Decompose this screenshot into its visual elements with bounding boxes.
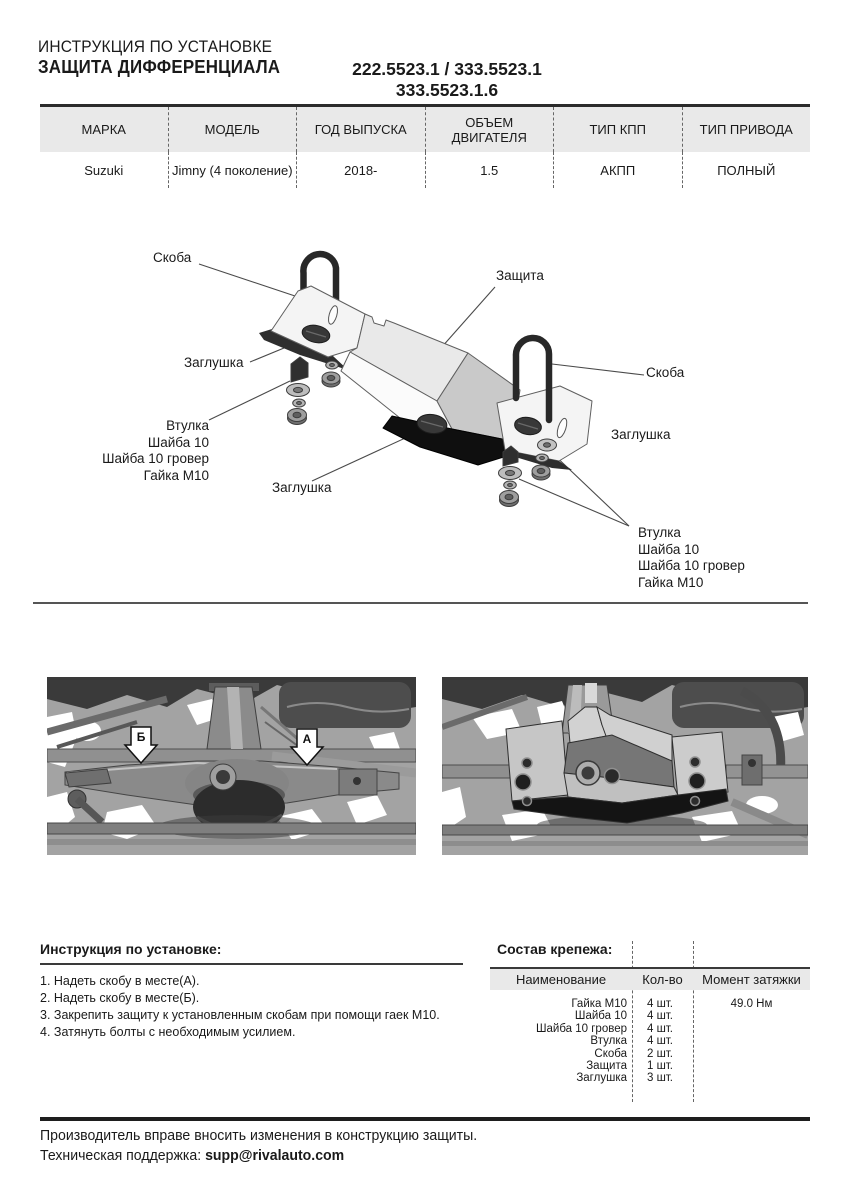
fastener-header-torque: Момент затяжки [702,972,801,987]
fastener-header-qty: Кол-во [642,972,683,987]
vehicle-spec-table [40,104,810,188]
cell-marka: Suzuki [84,163,124,178]
fastener-rows [490,998,810,1085]
instructions-title: Инструкция по установке: [40,941,222,957]
cell-year: 2018- [296,152,425,188]
table-row: Втулка 4 шт. [590,1035,673,1048]
cell-engine: 1.5 [425,152,554,188]
label-skoba-left: Скоба [153,250,192,265]
vehicle-header-cell [682,107,811,152]
product-name: ЗАЩИТА ДИФФЕРЕНЦИАЛА [38,57,281,77]
vehicle-table-data-row [40,152,810,188]
table-row: Заглушка 3 шт. [576,1072,673,1085]
vehicle-table-header-row [40,107,810,152]
vehicle-header-cell [40,107,168,152]
label-shayba10-grover: Шайба 10 гровер [638,558,745,573]
table-row: Скоба 2 шт. [594,1047,673,1060]
label-zashchita: Защита [496,268,544,283]
header-gearbox: ТИП КПП [589,122,646,137]
document-title: ИНСТРУКЦИЯ ПО УСТАНОВКЕ [38,38,273,56]
support-label: Техническая поддержка: [40,1147,206,1164]
instruction-step: 4. Затянуть болты с необходимым усилием. [40,1025,296,1039]
cell-drive: ПОЛНЫЙ [682,152,811,188]
label-zaglushka-right: Заглушка [611,427,671,442]
label-shayba10-grover: Шайба 10 гровер [102,451,209,466]
label-vtulka: Втулка [638,525,681,540]
footer-support [40,1147,344,1164]
header-model: МОДЕЛЬ [204,122,260,137]
instructions-title-rule [40,963,463,965]
vehicle-header-cell [425,107,554,152]
part-numbers [338,59,556,101]
instructions-steps [40,973,480,1041]
label-vtulka: Втулка [166,418,209,433]
table-row: Шайба 10 4 шт. [574,1010,673,1023]
instruction-step: 2. Надеть скобу в месте(Б). [40,991,200,1005]
hardware-stack-left-drawing [287,357,341,425]
cell-model: Jimny (4 поколение) [168,152,297,188]
fastener-table-header-row [490,967,810,990]
label-gayka-m10: Гайка М10 [143,467,209,483]
vehicle-header-cell [168,107,297,152]
part-numbers-line1: 222.5523.1 / 333.5523.1 [352,59,542,79]
label-shayba10: Шайба 10 [147,434,209,450]
header-engine: ОБЪЕМ ДВИГАТЕЛЯ [451,114,527,145]
part-numbers-line2: 333.5523.1.6 [395,80,499,100]
fastener-header-name: Наименование [515,972,607,987]
photo-after-install [442,677,808,855]
fastener-table [490,941,810,1106]
installed-guard-photo-drawing [442,677,808,855]
footer-disclaimer: Производитель вправе вносить изменения в конструкцию защиты. [40,1127,478,1144]
header-marka: МАРКА [81,122,126,137]
vehicle-header-cell [553,107,682,152]
label-zaglushka-left: Заглушка [184,355,244,370]
vehicle-header-cell [296,107,425,152]
label-shayba10: Шайба 10 [638,541,700,557]
table-row: Гайка М10 4 шт. 49.0 Нм [571,998,773,1010]
photo-before-install [47,677,416,855]
instruction-step: 3. Закрепить защиту к установленным скобам при помощи гаек М10. [40,1008,440,1022]
svg-text:Б: Б [136,730,146,744]
support-email: supp@rivalauto.com [205,1147,345,1164]
label-zaglushka-center: Заглушка [272,480,332,495]
cell-gearbox: АКПП [553,152,682,188]
svg-text:А: А [302,732,312,746]
footer-rule [40,1117,810,1121]
label-skoba-right: Скоба [646,365,685,380]
undercarriage-photo-drawing [47,677,416,855]
fastener-table-title: Состав крепежа: [497,941,618,957]
instruction-step: 1. Надеть скобу в месте(А). [40,974,200,988]
label-gayka-m10: Гайка М10 [638,574,704,590]
table-row: Защита 1 шт. [586,1060,673,1073]
header-drive: ТИП ПРИВОДА [699,122,793,137]
header-year: ГОД ВЫПУСКА [314,122,407,137]
section-divider-line [33,602,808,604]
table-row: Шайба 10 гровер 4 шт. [535,1022,673,1035]
hardware-labels-right [638,525,745,591]
hardware-labels-left [40,418,209,484]
